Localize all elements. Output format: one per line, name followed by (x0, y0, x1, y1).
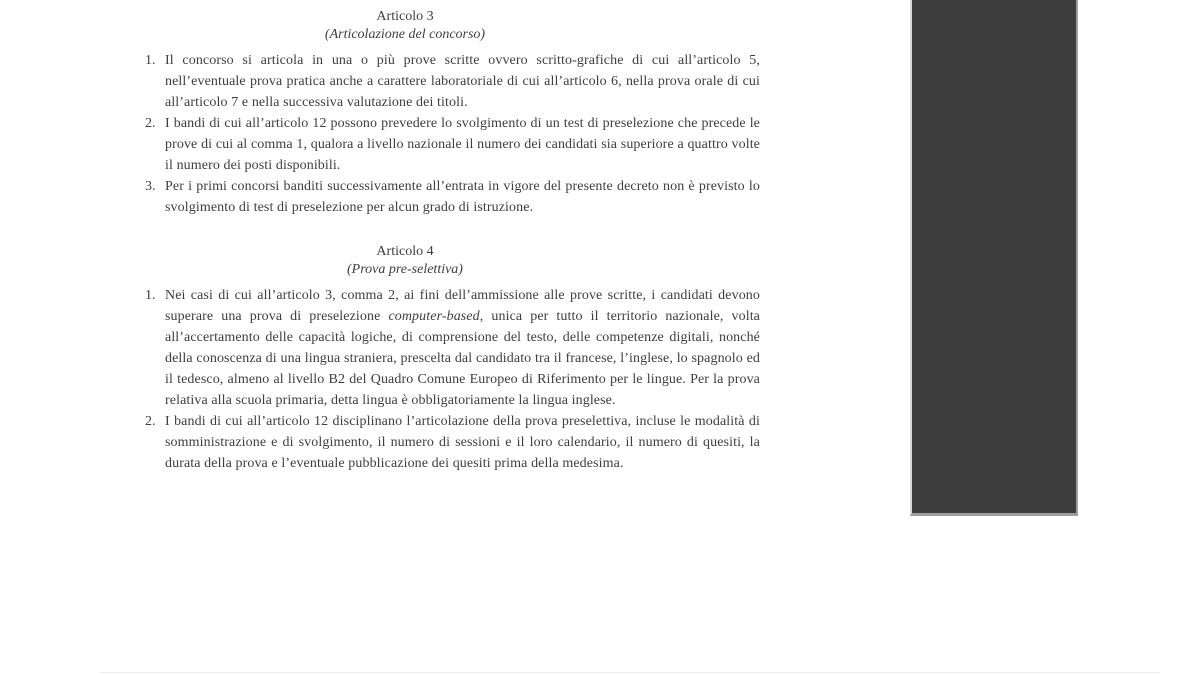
article-subtitle: (Prova pre-selettiva) (347, 262, 463, 277)
article-3-section (50, 8, 760, 218)
list-item (145, 50, 760, 113)
list-item-text: Per i primi concorsi banditi successivamente all’entrata in vigore del presente decreto non è previsto lo svolgimento di test di preselezione per alcun grado di istruzione. (165, 179, 760, 215)
list-item-number: 2. (145, 414, 156, 429)
list-item-text: Nei casi di cui all’articolo 3, comma 2, ai fini dell’ammissione alle prove scritte, i candidati devono superare una prova di preselezione computer-based, unica per tutto il territorio nazionale, volta all’accertamento delle capacità logiche, di comprensione del testo, delle competenze digitali, nonché della conoscenza di una lingua straniera, prescelta dal candidato tra il francese, l’inglese, lo spagnolo ed il tedesco, almeno al livello B2 del Quadro Comune Europeo di Riferimento per le lingue. Per la prova relativa alla scuola primaria, detta lingua è obbligatoriamente la lingua inglese. (165, 288, 761, 408)
list-item (145, 176, 760, 218)
list-item (145, 113, 760, 176)
list-item (145, 285, 760, 411)
list-item (145, 411, 760, 474)
article-4-section (50, 243, 760, 474)
article-title: Articolo 3 (376, 9, 434, 24)
list-item-text: I bandi di cui all’articolo 12 possono prevedere lo svolgimento di un test di preselezione che precede le prove di cui al comma 1, qualora a livello nazionale il numero dei candidati sia superiore a quattro volte il numero dei posti disponibili. (165, 116, 760, 173)
article-subtitle: (Articolazione del concorso) (324, 27, 486, 42)
article-title: Articolo 4 (376, 244, 434, 259)
article-items (145, 50, 760, 218)
list-item-number: 3. (145, 179, 156, 194)
article-items (145, 285, 760, 474)
list-item-number: 1. (145, 288, 156, 303)
dark-overlay-box (910, 0, 1078, 516)
list-item-number: 2. (145, 116, 156, 131)
document-body (50, 8, 760, 474)
list-item-text: I bandi di cui all’articolo 12 disciplinano l’articolazione della prova preselettiva, incluse le modalità di somministrazione e di svolgimento, il numero di sessioni e il loro calendario, il numero di quesiti, la durata della prova e l’eventuale pubblicazione dei quesiti prima della medesima. (165, 414, 760, 471)
list-item-text: Il concorso si articola in una o più prove scritte ovvero scritto-grafiche di cui all’articolo 5, nell’eventuale prova pratica anche a carattere laboratoriale di cui all’articolo 6, nella prova orale di cui all’articolo 7 e nella successiva valutazione dei titoli. (165, 53, 760, 110)
page-bottom-edge (100, 672, 1160, 673)
list-item-number: 1. (145, 53, 156, 68)
scan-cutoff-fade (130, 508, 780, 524)
